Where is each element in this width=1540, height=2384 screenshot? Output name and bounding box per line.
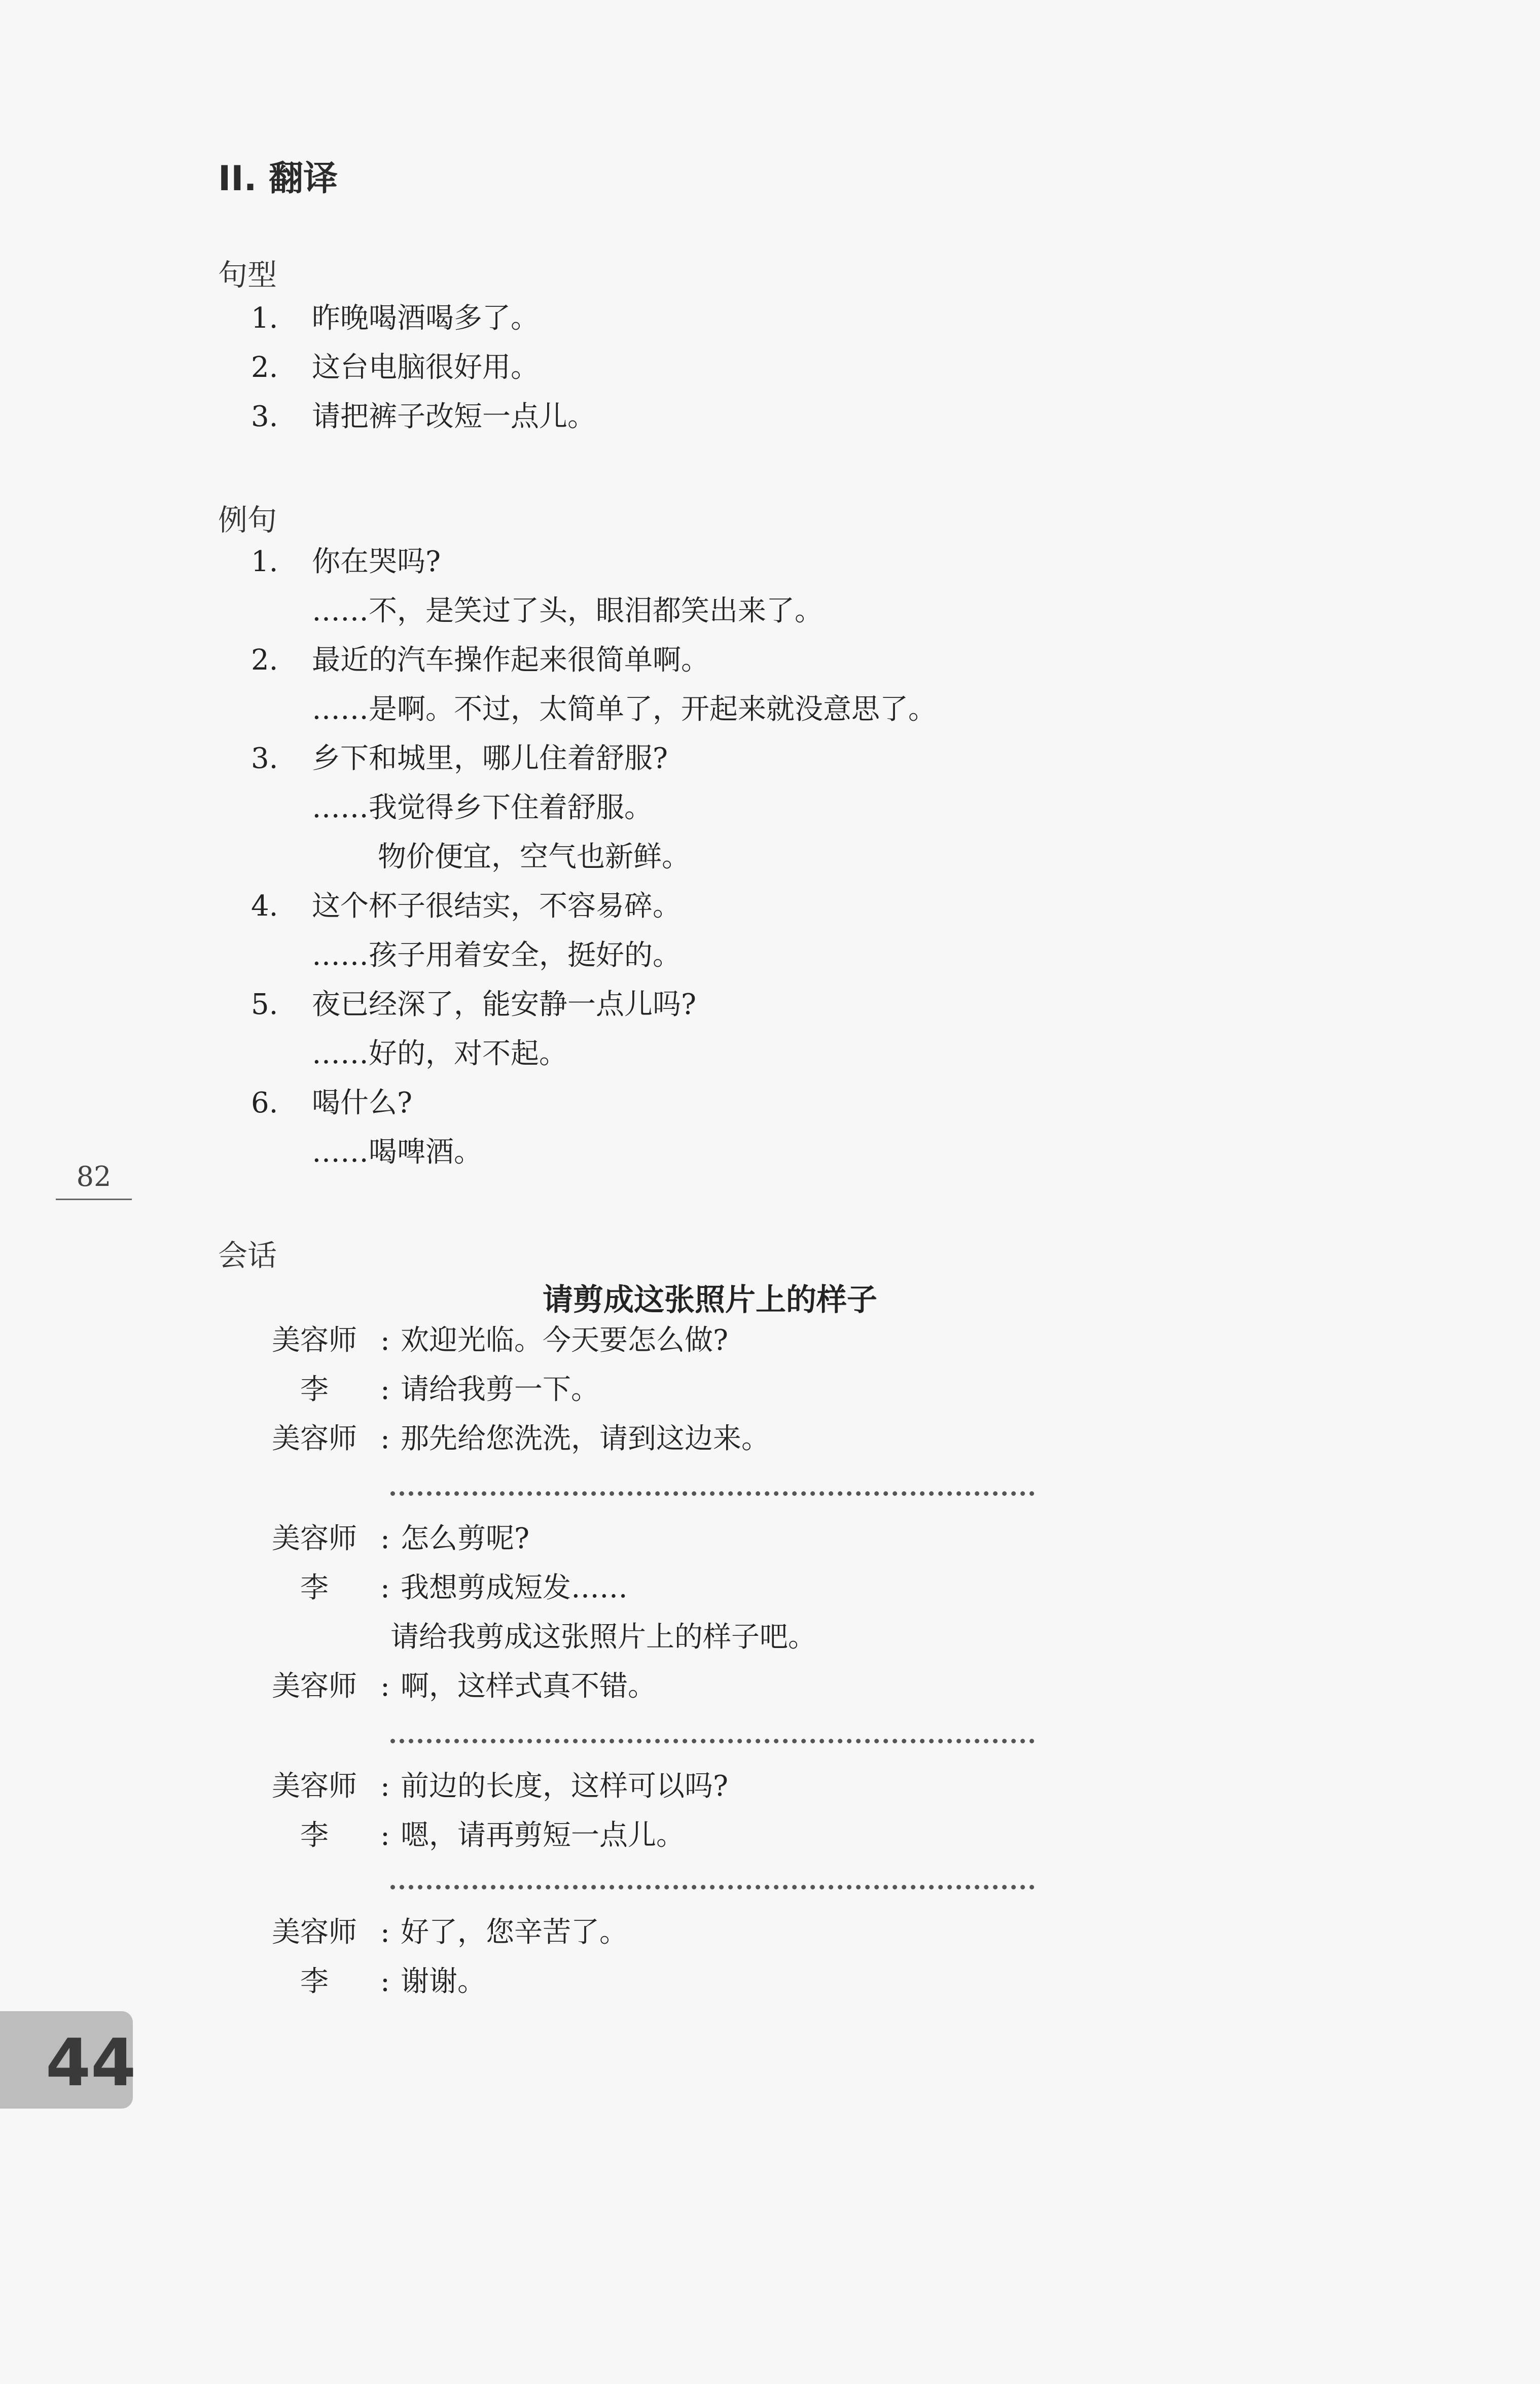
colon: : (380, 1522, 390, 1555)
line-text: 我想剪成短发…… (401, 1571, 628, 1604)
colon: : (380, 1819, 390, 1852)
speaker: 李 (300, 1965, 329, 1998)
speaker: 美容师 (272, 1770, 357, 1803)
line-text: 谢谢。 (401, 1965, 486, 1998)
speaker: 李 (300, 1373, 329, 1406)
dialogue-line (248, 1522, 530, 1555)
item-text: 喝什么? (312, 1086, 413, 1119)
item-text: 请把裤子改短一点儿。 (312, 400, 596, 433)
example-item (251, 646, 709, 675)
example-item (251, 742, 668, 775)
section-heading: II. 翻译 (218, 159, 338, 199)
item-number: 5. (251, 988, 278, 1021)
dialogue-line (248, 1373, 599, 1406)
example-item (251, 1086, 413, 1119)
speaker: 美容师 (272, 1670, 357, 1703)
item-number: 2. (251, 351, 278, 384)
item-text: 最近的汽车操作起来很简单啊。 (312, 644, 709, 677)
item-number: 6. (251, 1086, 278, 1119)
item-text: 这台电脑很好用。 (312, 351, 539, 384)
line-text: 欢迎光临。今天要怎么做? (401, 1324, 729, 1357)
item-text: 这个杯子很结实，不容易碎。 (312, 890, 681, 923)
line-text: 怎么剪呢? (401, 1522, 530, 1555)
dotted-separator (390, 1739, 1034, 1743)
pattern-item (251, 351, 539, 384)
dialogue-title: 请剪成这张照片上的样子 (543, 1282, 877, 1318)
example-reply-continued: 物价便宜，空气也新鲜。 (378, 840, 690, 873)
example-reply: ……不，是笑过了头，眼泪都笑出来了。 (312, 594, 823, 627)
dotted-separator (390, 1885, 1034, 1889)
lesson-number: 44 (46, 2025, 136, 2101)
dialogue-line (248, 1965, 486, 1998)
item-number: 1. (251, 545, 278, 578)
dialogue-line (248, 1918, 628, 1947)
item-number: 2. (251, 644, 278, 677)
item-text: 你在哭吗? (312, 545, 441, 578)
dialogue-line (248, 1422, 770, 1455)
line-text: 前边的长度，这样可以吗? (401, 1770, 729, 1803)
examples-label: 例句 (218, 503, 277, 537)
colon: : (380, 1770, 390, 1803)
lesson-tab (0, 2011, 136, 2109)
item-number: 1. (251, 302, 278, 335)
speaker: 美容师 (272, 1324, 357, 1357)
example-item (251, 545, 441, 578)
colon: : (380, 1373, 390, 1406)
patterns-label: 句型 (218, 258, 277, 292)
speaker: 李 (300, 1819, 329, 1852)
dialogue-line (248, 1326, 728, 1355)
example-reply: ……好的，对不起。 (312, 1037, 567, 1070)
speaker: 美容师 (272, 1522, 357, 1555)
example-item (251, 892, 681, 921)
speaker: 李 (300, 1571, 329, 1604)
dialogue-line-continued: 请给我剪成这张照片上的样子吧。 (390, 1621, 816, 1654)
line-text: 啊，这样式真不错。 (401, 1670, 656, 1703)
example-item (251, 988, 697, 1021)
example-reply: ……是啊。不过，太简单了，开起来就没意思了。 (312, 693, 937, 726)
item-number: 3. (251, 400, 278, 433)
example-reply: ……喝啤酒。 (312, 1136, 482, 1169)
pattern-item (251, 400, 596, 433)
colon: : (380, 1916, 390, 1949)
dialogue-line (248, 1821, 685, 1850)
page-number: 82 (56, 1161, 132, 1200)
item-text: 夜已经深了，能安静一点儿吗? (312, 988, 697, 1021)
colon: : (380, 1324, 390, 1357)
example-reply: ……我觉得乡下住着舒服。 (312, 791, 653, 824)
item-number: 3. (251, 742, 278, 775)
pattern-item (251, 304, 539, 333)
dialogue-line (248, 1772, 728, 1801)
dialogue-line (248, 1571, 628, 1604)
speaker: 美容师 (272, 1422, 357, 1455)
colon: : (380, 1571, 390, 1604)
item-text: 昨晚喝酒喝多了。 (312, 302, 539, 335)
speaker: 美容师 (272, 1916, 357, 1949)
dotted-separator (390, 1491, 1034, 1496)
line-text: 请给我剪一下。 (401, 1373, 599, 1406)
line-text: 嗯，请再剪短一点儿。 (401, 1819, 685, 1852)
dialogue-line (248, 1672, 656, 1701)
line-text: 好了，您辛苦了。 (401, 1916, 628, 1949)
colon: : (380, 1965, 390, 1998)
item-text: 乡下和城里，哪儿住着舒服? (312, 742, 668, 775)
item-number: 4. (251, 890, 278, 923)
line-text: 那先给您洗洗，请到这边来。 (401, 1422, 770, 1455)
colon: : (380, 1670, 390, 1703)
dialogue-label: 会话 (218, 1238, 277, 1273)
colon: : (380, 1422, 390, 1455)
example-reply: ……孩子用着安全，挺好的。 (312, 939, 681, 972)
